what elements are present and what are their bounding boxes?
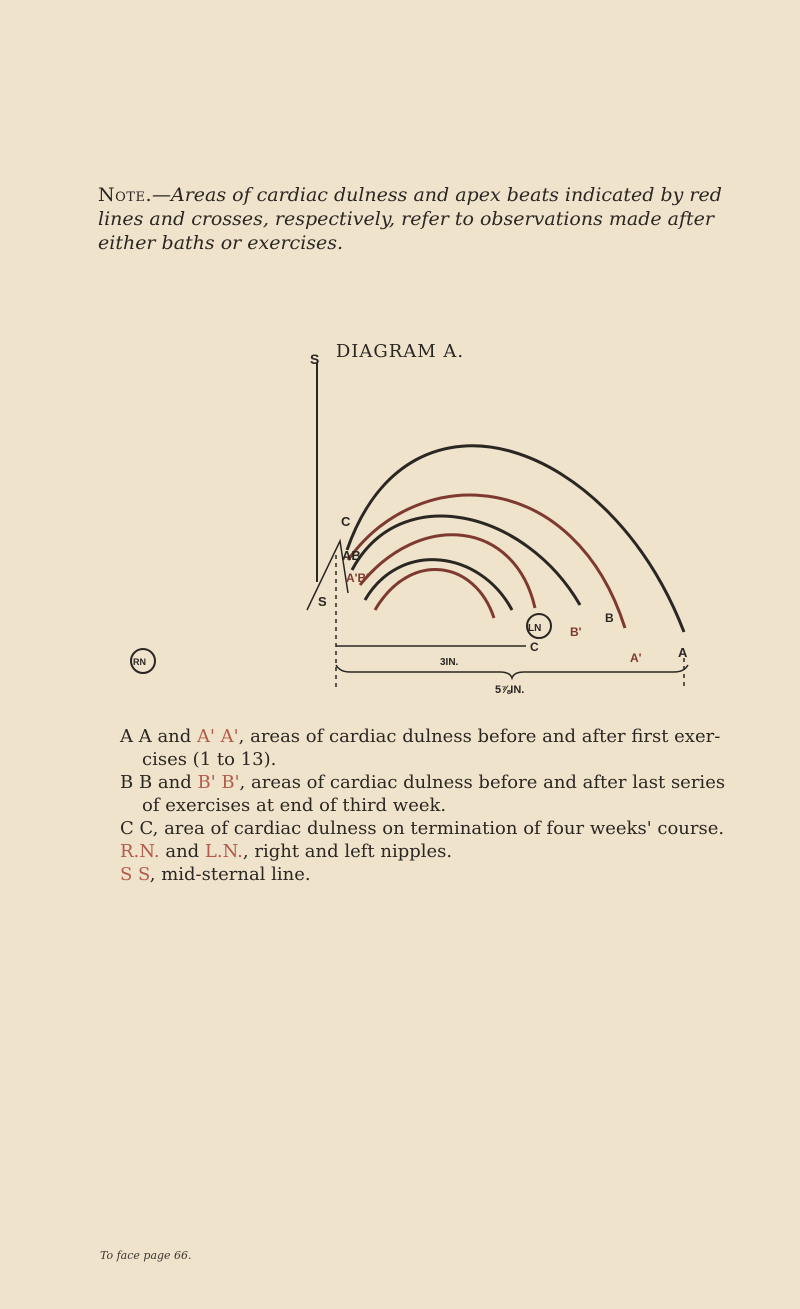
label-s-small: S: [318, 594, 327, 609]
legend-text: , right and left nipples.: [242, 841, 453, 862]
footer-page-ref: To face page 66.: [100, 1249, 192, 1262]
legend-line-sternal: [120, 863, 750, 886]
label-3in: 3IN.: [440, 657, 459, 668]
label-s-top: S: [310, 351, 320, 367]
legend-red-text: L.N.: [204, 841, 243, 862]
measure-brace-5in: [336, 665, 688, 678]
label-a-prime-b-prime: A'B': [346, 571, 370, 585]
arc-a-prime: [348, 495, 625, 628]
legend-line-c: C C, area of cardiac dulness on termination of four weeks' course.: [120, 818, 725, 839]
label-b-prime: B': [570, 625, 582, 639]
label-a-prime: A': [630, 651, 642, 665]
arc-c-prime: [375, 569, 494, 618]
label-c: C: [341, 514, 351, 529]
diagram-title: DIAGRAM A.: [335, 341, 465, 362]
label-rn: RN: [133, 657, 146, 667]
legend-text: A A and: [120, 726, 198, 747]
note-paragraph: [98, 183, 748, 255]
legend-text: B B and: [120, 772, 198, 793]
legend-line-a-cont: cises (1 to 13).: [142, 749, 277, 770]
legend-line-a: [120, 725, 750, 748]
legend-text: , areas of cardiac dulness before and after last series: [239, 772, 726, 793]
legend-line-b: [120, 771, 750, 794]
label-ab: AB: [342, 548, 361, 563]
legend-red-text: B' B': [197, 772, 240, 793]
legend-line-b-cont: of exercises at end of third week.: [142, 795, 447, 816]
cardiac-diagram: [0, 350, 800, 700]
legend-text: and: [159, 841, 205, 862]
legend-red-text: S S: [120, 864, 150, 885]
note-text: —Areas of cardiac dulness and apex beats indicated by red lines and crosses, respectively, refer to observations made after either baths or exercises.: [98, 184, 722, 254]
legend-text: , mid-sternal line.: [149, 864, 311, 885]
legend-line-nipples: [120, 840, 750, 863]
label-ln: LN: [528, 623, 542, 634]
legend-red-text: A' A': [197, 726, 239, 747]
legend-text: , areas of cardiac dulness before and after first exer-: [238, 726, 721, 747]
label-a: A: [678, 645, 688, 660]
label-5in: 5⅞IN.: [495, 684, 525, 696]
legend: [120, 725, 750, 886]
legend-red-text: R.N.: [120, 841, 160, 862]
label-c-low: C: [530, 640, 539, 654]
label-b: B: [605, 611, 614, 625]
arc-c: [365, 560, 512, 610]
note-lead: Note.: [98, 184, 152, 206]
